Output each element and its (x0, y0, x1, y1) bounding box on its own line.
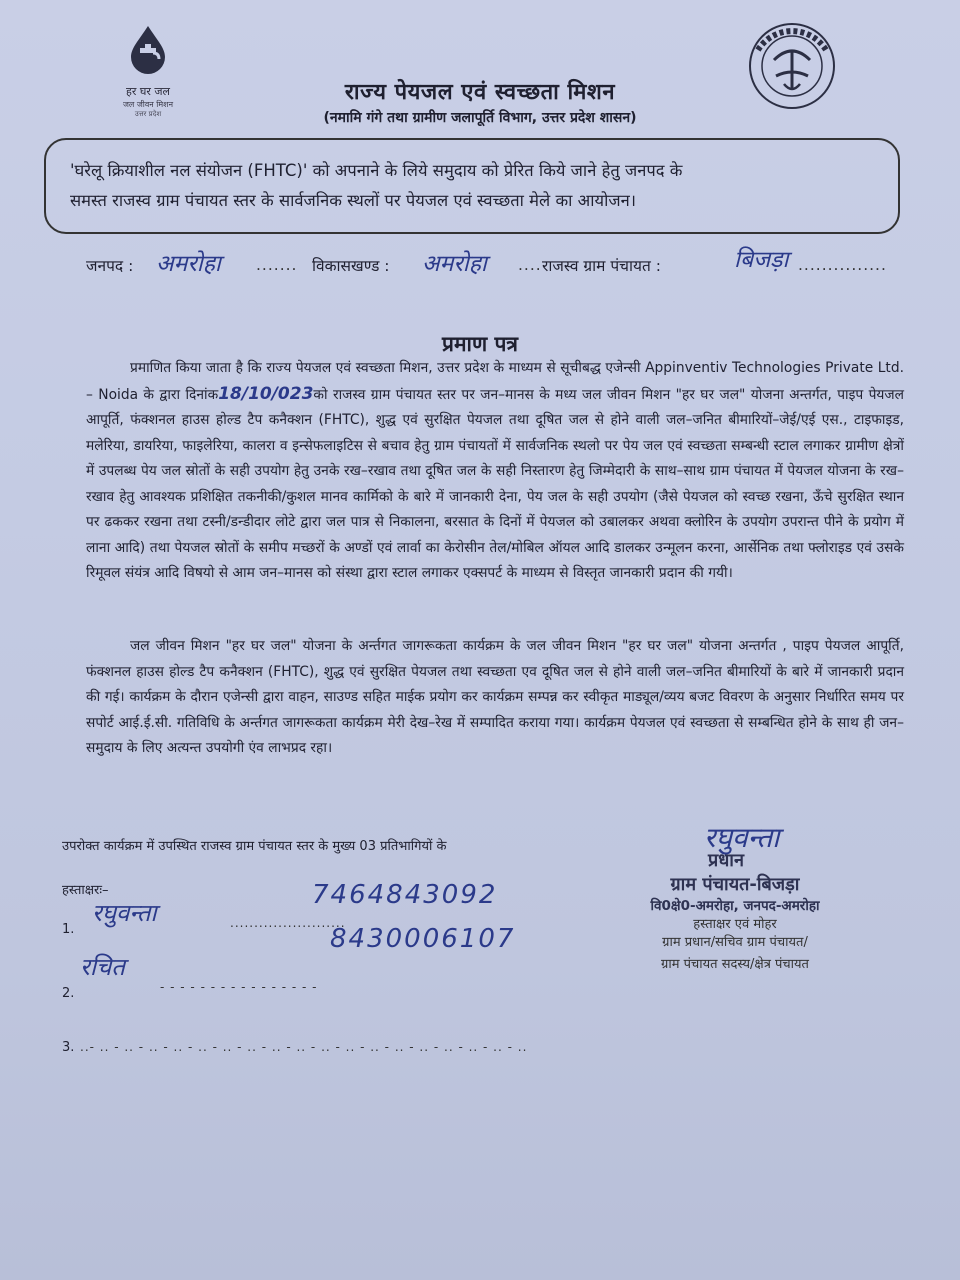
pradhan-title: प्रधान (708, 850, 744, 871)
panchayat-name: ग्राम पंचायत-बिजड़ा (670, 874, 800, 895)
panchayat-place: वि0क्षे0-अमरोहा, जनपद-अमरोहा (650, 898, 820, 914)
participant-2-signature: रचित (80, 953, 125, 981)
para1-part-a: प्रमाणित किया जाता है कि राज्य पेयजल एवं स्वच्छता मिशन, उत्तर प्रदेश के माध्यम से सूचीबद्ध एजेन्सी Appinventiv Technologies Private Ltd. – Noida के द्वारा दिनांक (86, 360, 904, 403)
para2-text: जल जीवन मिशन "हर घर जल" योजना के अर्न्तगत जागरूकता कार्यक्रम के जल जीवन मिशन "हर घर जल" योजना अन्तर्गत , पाइप पेयजल आपूर्ति, फंक्शनल हाउस होल्ड टैप कनैक्शन (FHTC), शुद्ध एवं सुरक्षित पेयजल तथा स्वच्छता एव दूषित जल से होने वाली जल–जनित बीमारियों के बारे में जानकारी प्रदान की गई। कार्यक्रम के दौरान एजेन्सी द्वारा वाहन, साउण्ड सहित माईक प्रयोग कर कार्यक्रम सम्पन्न कर स्वीकृत माड्यूल/व्यय बजट विवरण के अनुसार निर्धारित समय पर सपोर्ट आई.ई.सी. गतिविधि के अर्न्तगत जागरूकता कार्यक्रम मेरी देख–रेख में सम्पादित कराया गया। कार्यक्रम पेयजल एवं स्वच्छता से सम्बन्धित होने के साथ ही जन–समुदाय के लिए अत्यन्त उपयोगी एंव लाभप्रद रहा। (86, 638, 904, 756)
heading-line-1: 'घरेलू क्रियाशील नल संयोजन (FHTC)' को अपनाने के लिये समुदाय को प्रेरित किये जाने हेतु जनपद के (70, 161, 683, 180)
district-value: अमरोहा (156, 251, 221, 277)
sign-and-seal-label: हस्ताक्षर एवं मोहर (693, 917, 777, 932)
signatory-roles-1: ग्राम प्रधान/सचिव ग्राम पंचायत/ (662, 935, 808, 950)
participant-3-dots: ..- .. - .. - .. - .. - .. - .. - .. - .. - .. - .. - .. - .. - .. - .. - .. - .. - .. - .. (80, 1040, 528, 1054)
signatory-roles-2: ग्राम पंचायत सदस्य/क्षेत्र पंचायत (661, 957, 809, 972)
participant-1-signature: रघुवन्ता (92, 899, 157, 927)
participant-1-dots: ........................ (230, 916, 346, 930)
participants-intro: उपरोक्त कार्यक्रम में उपस्थित राजस्व ग्राम पंचायत स्तर के मुख्य 03 प्रतिभागियों के (62, 839, 447, 854)
panchayat-label: राजस्व ग्राम पंचायत : (542, 257, 662, 275)
water-drop-tap-icon (123, 24, 173, 74)
block-label: विकासखण्ड : (312, 257, 390, 275)
panchayat-value: बिजड़ा (734, 247, 789, 273)
heading-line-2: समस्त राजस्व ग्राम पंचायत स्तर के सार्वजनिक स्थलों पर पेयजल एवं स्वच्छता मेले का आयोजन। (70, 191, 637, 210)
certificate-paragraph-1 (86, 356, 904, 587)
participant-2-number: 2. (62, 986, 75, 1001)
event-date: 18/10/023 (218, 383, 314, 404)
certificate-title: प्रमाण पत्र (442, 332, 518, 356)
logo-text-3: उत्तर प्रदेश (134, 110, 162, 118)
panchayat-dots: ............... (798, 256, 887, 274)
participant-2-dots: - - - - - - - - - - - - - - - - (160, 980, 318, 994)
logo-text-1: हर घर जल (126, 85, 170, 98)
mission-title: राज्य पेयजल एवं स्वच्छता मिशन (344, 80, 616, 105)
block-value: अमरोहा (422, 251, 487, 277)
participant-1-number: 1. (62, 922, 75, 937)
pradhan-signature: रघुवन्ता (704, 821, 780, 854)
block-dots: .... (518, 256, 542, 274)
participant-3-number: 3. (62, 1040, 75, 1055)
participant-2-phone: 8430006107 (330, 924, 516, 954)
logo-text-2: जल जीवन मिशन (122, 100, 174, 109)
district-dots: ....... (256, 256, 298, 274)
participant-1-phone: 7464843092 (312, 880, 498, 910)
district-label: जनपद : (86, 257, 134, 275)
para1-part-b: को राजस्व ग्राम पंचायत स्तर पर जन–मानस के मध्य जल जीवन मिशन "हर घर जल" योजना अन्तर्गत, पाइप पेयजल आपूर्ति, फंक्शनल हाउस होल्ड टैप कनैक्शन (FHTC), शुद्ध एवं सुरक्षित पेयजल तथा दूषित जल से होने वाली जल–जनित बीमारियों–जेई/एई एस., टाइफाइड, मलेरिया, डायरिया, फाइलेरिया, कालरा व इन्सेफलाइटिस से बचाव हेतु ग्राम पंचायतों में सार्वजनिक स्थलो पर पेय जल एवं स्वच्छता सम्बन्धी स्टाल लगाकर ग्रामीण क्षेत्रों में उपलब्ध पेय जल स्रोतों के सही उपयोग हेतु उनके रख–रखाव तथा दूषित जल के सही निस्तारण हेतु जिम्मेदारी के साथ–साथ ग्राम पंचायत में पेयजल योजना के रख–रखाव हेतु आवश्यक प्रशिक्षित तकनीकी/कुशल मानव कार्मिको के बारे में जानकारी देना, पेय जल के सही उपयोग (जैसे पेयजल को स्वच्छ रखना, ऊँचे सुरक्षित स्थान पर ढककर रखना तथा टस्नी/डन्डीदार लोटे द्वारा जल पात्र से निकालना, बरसात के दिनों में पेयजल को उबालकर अथवा क्लोरिन के उपयोग उपरान्त पीने के प्रयोग में लाना आदि) तथा पेयजल स्रोतों के समीप मच्छरों के अण्डों एवं लार्वा का केरोसीन तेल/मोबिल ऑयल आदि डालकर उन्मूलन करना, आर्सेनिक तथा फ्लोराइड एवं उसके रिमूवल संयंत्र आदि विषयो से आम जन–मानस को संस्था द्वारा स्टाल लगाकर एक्सपर्ट के माध्यम से विस्तृत जानकारी प्रदान की गयी। (86, 386, 905, 581)
certificate-paragraph-2 (86, 634, 904, 762)
signatures-label: हस्ताक्षरः– (62, 883, 109, 898)
event-heading-box (44, 138, 900, 234)
pradhan-seal (590, 848, 880, 976)
location-fields (86, 248, 906, 282)
mission-subtitle: (नमामि गंगे तथा ग्रामीण जलापूर्ति विभाग, उत्तर प्रदेश शासन) (323, 110, 637, 126)
